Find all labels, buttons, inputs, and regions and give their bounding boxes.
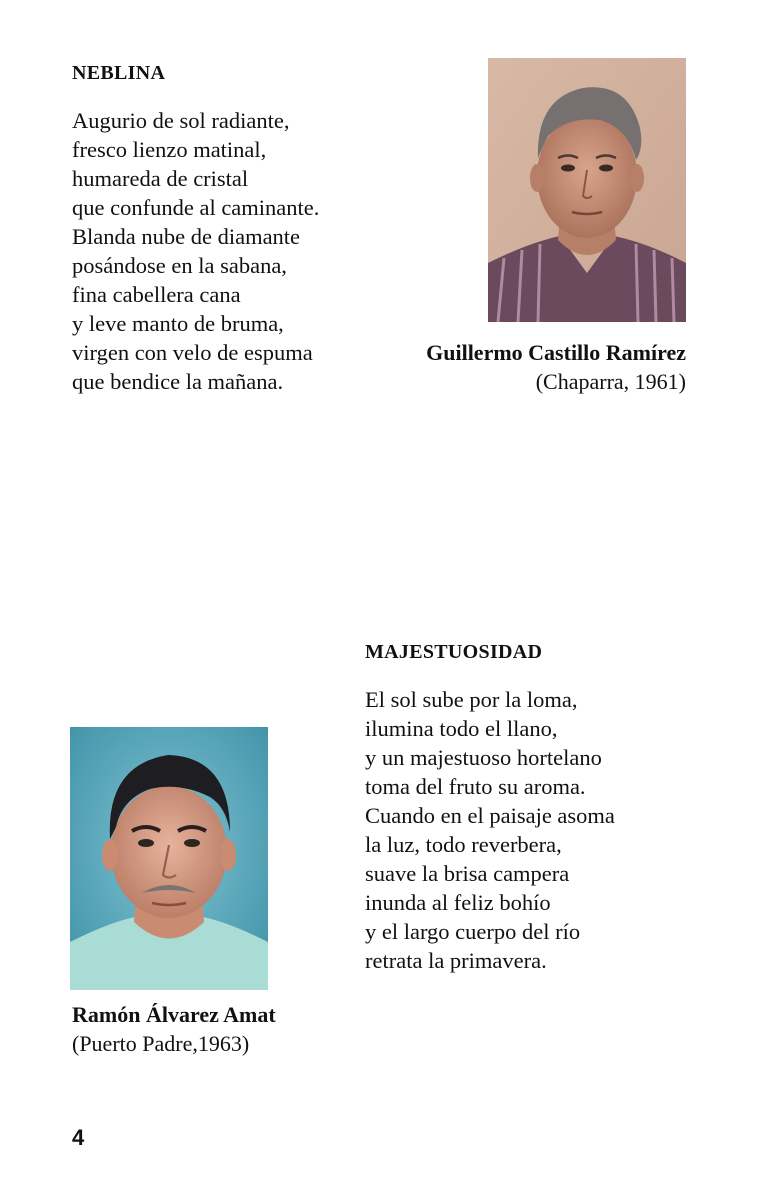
poem-title-majestuosidad: MAJESTUOSIDAD [365,641,543,663]
poem-line: retrata la primavera. [365,948,547,973]
poem-line: que confunde al caminante. [72,195,320,220]
poem-line: que bendice la mañana. [72,369,284,394]
poem-line: suave la brisa campera [365,861,570,886]
author-portrait-photo [70,727,268,990]
author-origin: (Puerto Padre,1963) [72,1031,250,1056]
poem-body-majestuosidad [365,685,615,975]
poem-line: posándose en la sabana, [72,253,287,278]
poem-line: ilumina todo el llano, [365,716,558,741]
poem-line: humareda de cristal [72,166,249,191]
poem-body-neblina [72,106,319,396]
poem-line: la luz, todo reverbera, [365,832,562,857]
poem-line: fresco lienzo matinal, [72,137,267,162]
poem-line: El sol sube por la loma, [365,687,578,712]
poem-line: toma del fruto su aroma. [365,774,586,799]
poem-line: Augurio de sol radiante, [72,108,290,133]
poem-line: fina cabellera cana [72,282,241,307]
author-portrait-photo [488,58,686,322]
poem-line: virgen con velo de espuma [72,340,313,365]
poem-line: Cuando en el paisaje asoma [365,803,615,828]
poem-title-neblina: NEBLINA [72,62,166,84]
author-name: Guillermo Castillo Ramírez [426,340,686,365]
poem-line: y un majestuoso hortelano [365,745,602,770]
page-number: 4 [72,1125,85,1150]
poem-line: y el largo cuerpo del río [365,919,581,944]
author-origin: (Chaparra, 1961) [535,369,686,394]
poem-line: inunda al feliz bohío [365,890,551,915]
poem-line: y leve manto de bruma, [72,311,284,336]
poem-line: Blanda nube de diamante [72,224,301,249]
author-name: Ramón Álvarez Amat [72,1002,276,1027]
